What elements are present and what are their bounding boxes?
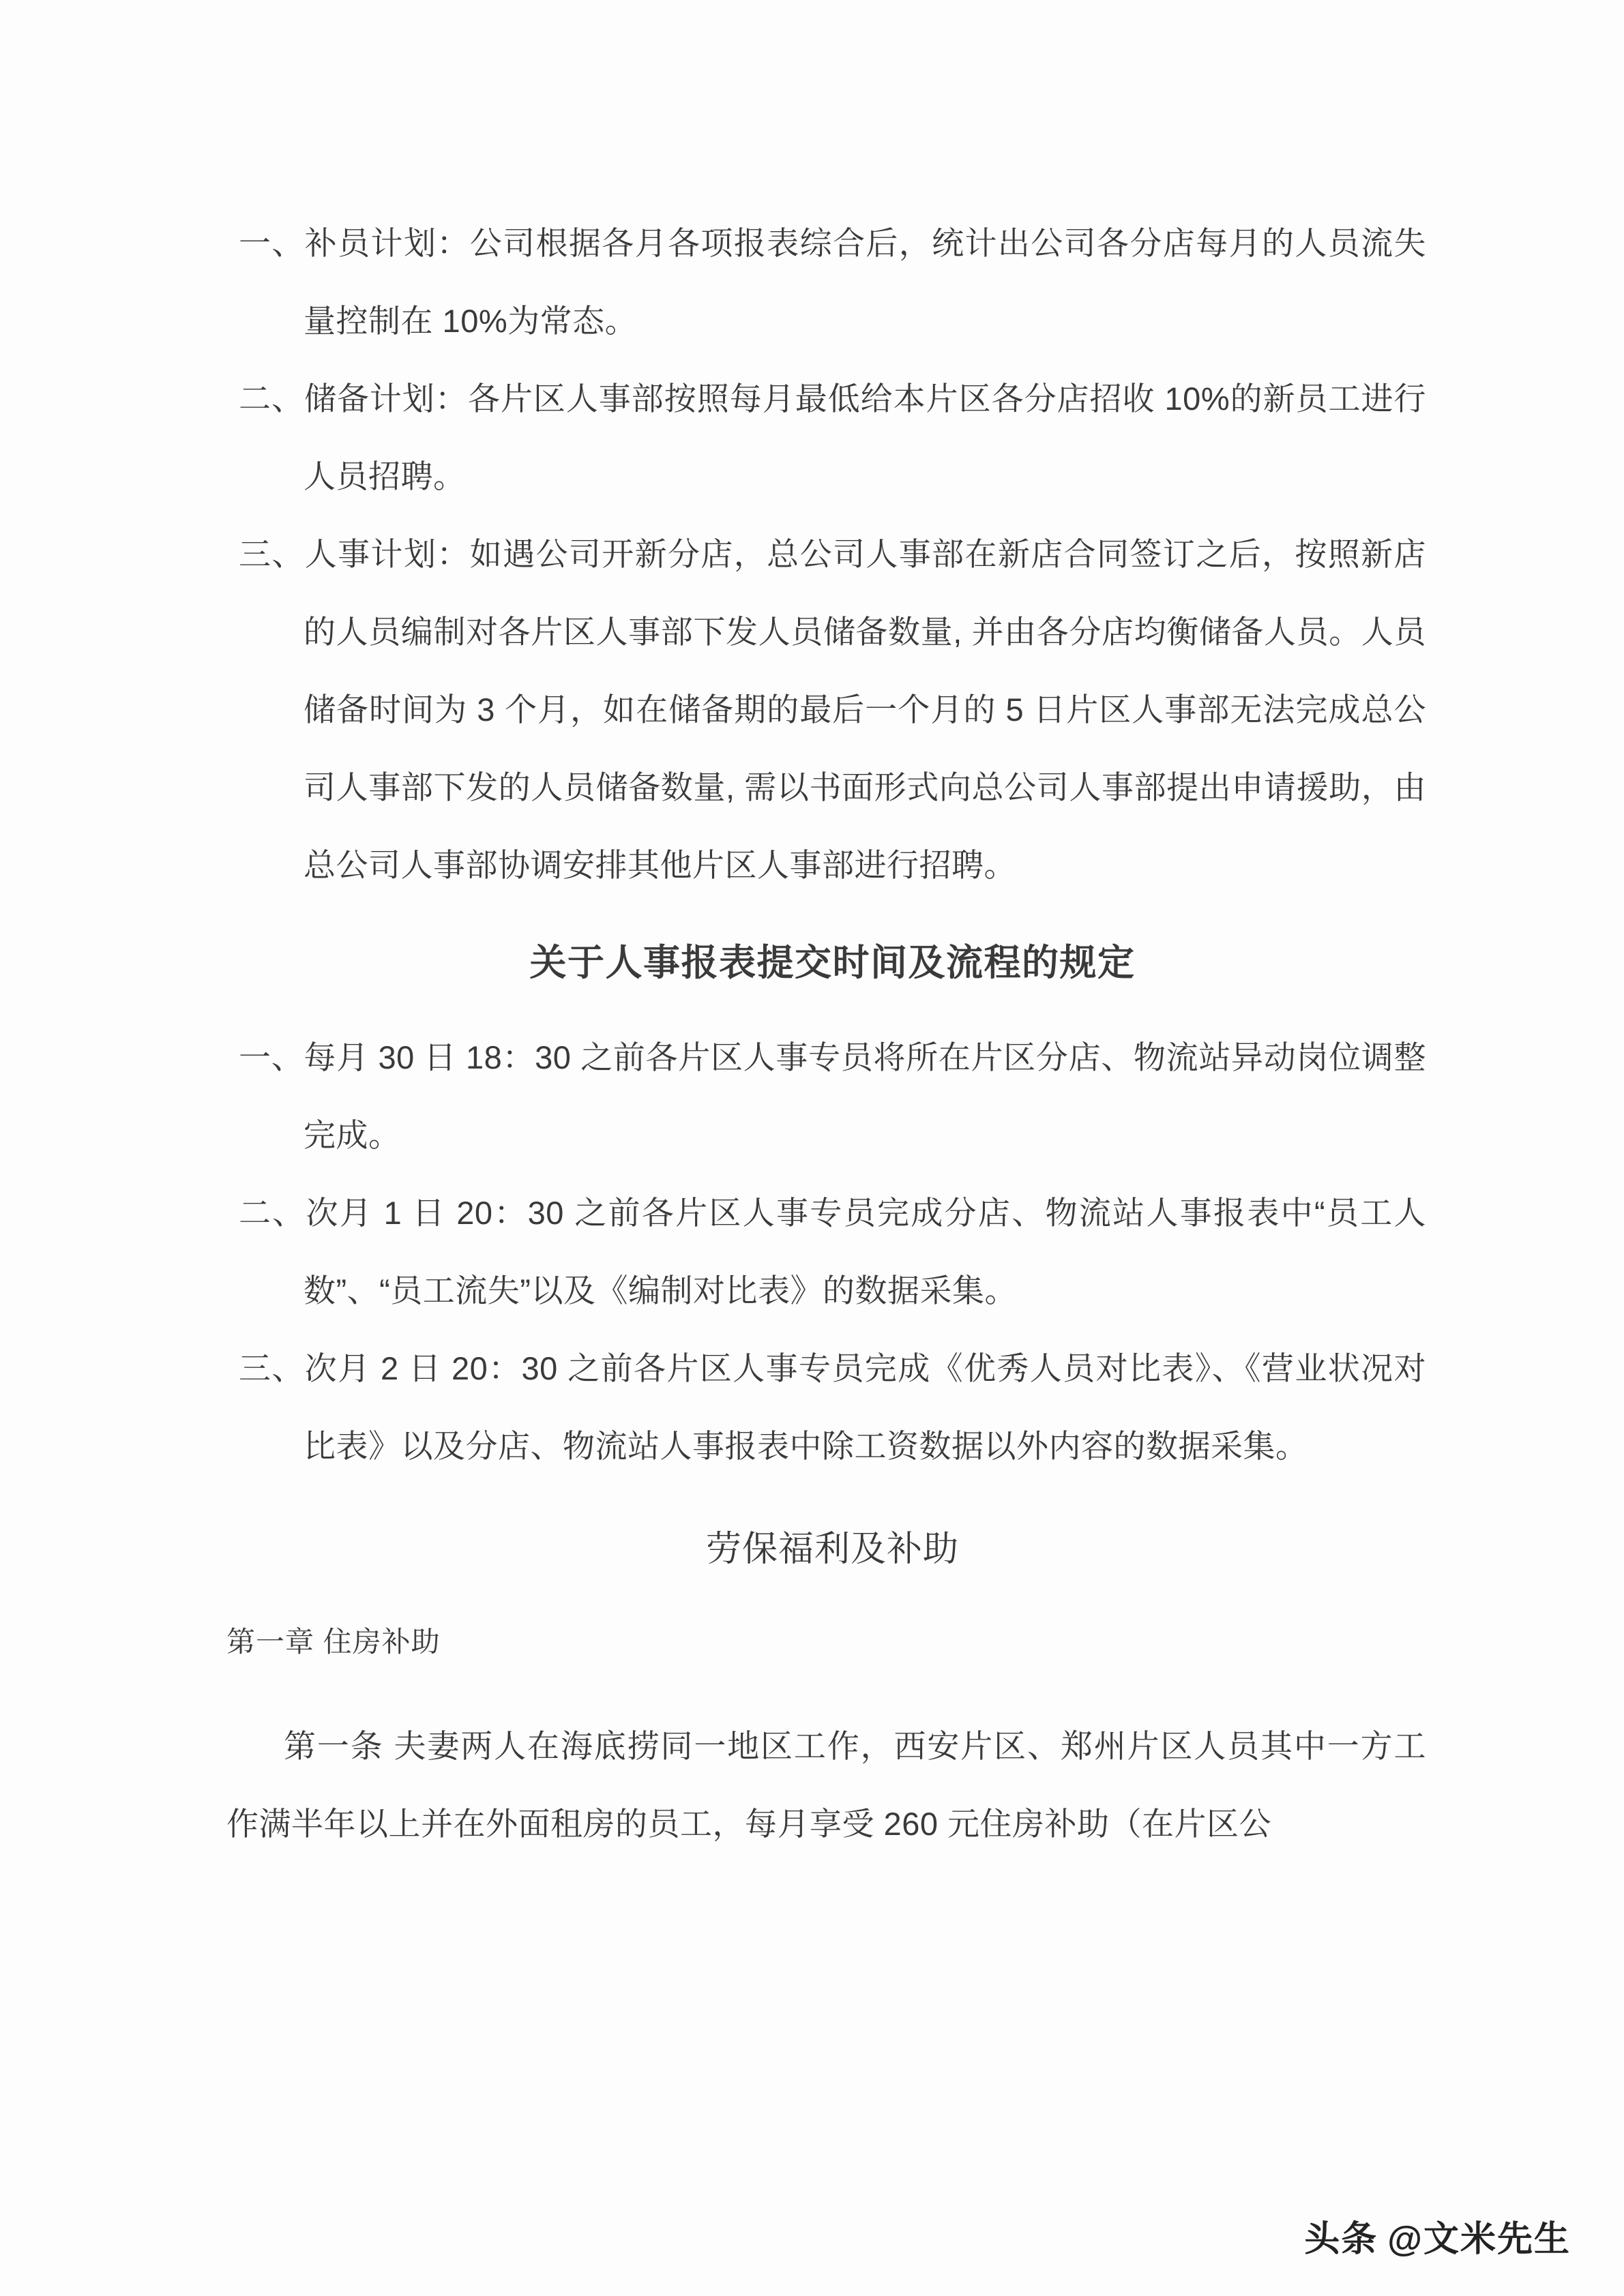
article-paragraph <box>226 1708 1426 1863</box>
section-two <box>239 1019 1426 1485</box>
clause-marker: 二、 <box>239 381 304 417</box>
watermark-handle: @文米先生 <box>1387 2220 1571 2259</box>
clause-marker: 一、 <box>239 225 305 261</box>
clause-item <box>239 360 1426 516</box>
clause-text: 次月 1 日 20：30 之前各片区人事专员完成分店、物流站人事报表中“员工人数”、“员工流失”以及《编制对比表》的数据采集。 <box>304 1195 1427 1309</box>
section-three-heading: 劳保福利及补助 <box>705 1530 959 1569</box>
clause-marker: 一、 <box>239 1039 304 1075</box>
watermark-brand: 头条 <box>1304 2220 1378 2259</box>
article-label: 第一条 <box>284 1728 384 1764</box>
clause-item <box>239 1330 1426 1485</box>
clause-item <box>239 516 1426 904</box>
clause-marker: 三、 <box>239 536 305 572</box>
clause-item <box>239 205 1426 360</box>
section-one <box>239 205 1426 904</box>
clause-marker: 三、 <box>239 1350 305 1386</box>
clause-text: 补员计划：公司根据各月各项报表综合后，统计出公司各分店每月的人员流失量控制在 10%为常态。 <box>304 225 1427 339</box>
section-three <box>226 1608 1427 1863</box>
clause-item <box>239 1174 1426 1330</box>
clause-marker: 二、 <box>239 1195 306 1231</box>
clause-text: 次月 2 日 20：30 之前各片区人事专员完成《优秀人员对比表》、《营业状况对比表》以及分店、物流站人事报表中除工资数据以外内容的数据采集。 <box>304 1350 1426 1464</box>
clause-text: 每月 30 日 18：30 之前各片区人事专员将所在片区分店、物流站异动岗位调整完成。 <box>304 1039 1426 1153</box>
chapter-heading: 第一章 住房补助 <box>226 1626 441 1658</box>
clause-text: 储备计划：各片区人事部按照每月最低给本片区各分店招收 10%的新员工进行人员招聘。 <box>304 381 1427 494</box>
article-text: 夫妻两人在海底捞同一地区工作，西安片区、郑州片区人员其中一方工作满半年以上并在外面租房的员工，每月享受 260 元住房补助（在片区公 <box>226 1728 1427 1842</box>
clause-text: 人事计划：如遇公司开新分店，总公司人事部在新店合同签订之后，按照新店的人员编制对各片区人事部下发人员储备数量, 并由各分店均衡储备人员。人员储备时间为 3 个月，如在储备期的最后一个月的 5 日片区人事部无法完成总公司人事部下发的人员储备数量, 需以书面形式向总公司人事部提出申请援助，由总公司人事部协调安排其他片区人事部进行招聘。 <box>304 536 1427 883</box>
clause-item <box>239 1019 1426 1174</box>
section-two-heading: 关于人事报表提交时间及流程的规定 <box>529 942 1136 983</box>
watermark <box>1304 2218 1571 2261</box>
